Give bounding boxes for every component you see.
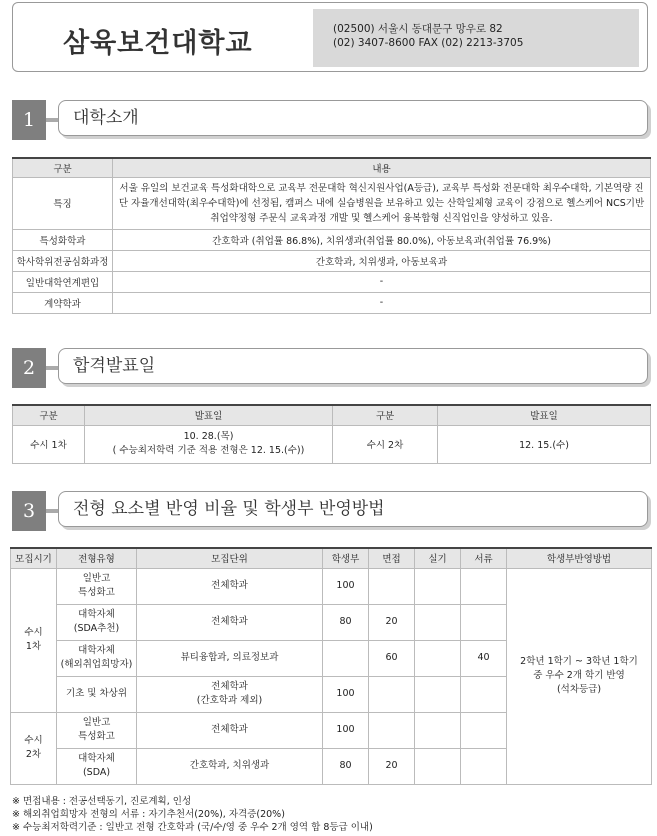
footnotes: [12, 795, 373, 834]
period-label: 수시: [24, 735, 43, 746]
ratio-school: 100: [323, 676, 369, 712]
table-row: [13, 271, 651, 292]
type-line: 대학자체: [78, 753, 115, 764]
ratio-header-method: 학생부반영방법: [507, 548, 652, 568]
table-row: [11, 568, 652, 604]
table-row: [13, 229, 651, 250]
ratio-type: [57, 712, 137, 748]
section-1-heading: [12, 100, 652, 140]
ratio-type: [57, 640, 137, 676]
ratio-school: 80: [323, 748, 369, 784]
ratio-docs: [461, 568, 507, 604]
ratio-header-interview: 면접: [369, 548, 415, 568]
ratio-interview: 20: [369, 748, 415, 784]
ratio-docs: [461, 712, 507, 748]
ratio-unit: 전체학과: [137, 604, 323, 640]
table-row: [13, 425, 651, 463]
type-line: 대학자체: [78, 609, 115, 620]
school-address: (02500) 서울시 동대문구 망우로 82: [333, 23, 503, 35]
type-line: 대학자체: [78, 645, 115, 656]
ratio-header-period: 모집시기: [11, 548, 57, 568]
ratio-type: 기초 및 차상위: [57, 676, 137, 712]
ratio-interview: [369, 676, 415, 712]
intro-header-category: 구분: [13, 158, 113, 177]
type-line: (SDA추천): [73, 623, 120, 634]
announce-header-date: 발표일: [438, 405, 651, 425]
method-line: 2학년 1학기 ~ 3학년 1학기: [520, 656, 638, 667]
announce-date-2: 12. 15.(수): [438, 425, 651, 463]
ratio-practical: [415, 748, 461, 784]
intro-row-content: 간호학과, 치위생과, 아동보육과: [113, 250, 651, 271]
intro-row-label: 특징: [13, 177, 113, 229]
ratio-unit: 전체학과: [137, 568, 323, 604]
ratio-table: [10, 547, 652, 785]
intro-row-label: 특성화학과: [13, 229, 113, 250]
ratio-type: [57, 568, 137, 604]
section-number: 1: [12, 100, 46, 140]
school-name: 삼육보건대학교: [63, 28, 253, 59]
ratio-docs: [461, 676, 507, 712]
type-line: (SDA): [82, 767, 111, 778]
ratio-unit: 뷰티융합과, 의료정보과: [137, 640, 323, 676]
type-line: 특성화고: [78, 731, 115, 742]
ratio-practical: [415, 712, 461, 748]
ratio-practical: [415, 640, 461, 676]
period-label: 2차: [25, 749, 42, 760]
ratio-type: [57, 748, 137, 784]
table-row: [13, 177, 651, 229]
ratio-method: [507, 568, 652, 784]
announce-date-1: [85, 425, 333, 463]
unit-line: (간호학과 제외): [196, 695, 263, 706]
ratio-school: [323, 640, 369, 676]
ratio-period-2: [11, 712, 57, 784]
school-contact: (02) 3407-8600 FAX (02) 2213-3705: [333, 37, 524, 49]
ratio-docs: 40: [461, 640, 507, 676]
section-number: 3: [12, 491, 46, 531]
ratio-interview: 20: [369, 604, 415, 640]
type-line: 일반고: [82, 573, 111, 584]
footnote: ※ 면접내용 : 전공선택동기, 진로계획, 인성: [12, 796, 192, 807]
section-number: 2: [12, 348, 46, 388]
unit-line: 전체학과: [211, 681, 248, 692]
ratio-interview: 60: [369, 640, 415, 676]
period-label: 1차: [25, 641, 42, 652]
method-line: (석차등급): [556, 684, 602, 695]
announce-type-1: 수시 1차: [13, 425, 85, 463]
section-title: 전형 요소별 반영 비율 및 학생부 반영방법: [58, 491, 648, 527]
method-line: 중 우수 2개 학기 반영: [533, 670, 625, 681]
intro-header-content: 내용: [113, 158, 651, 177]
intro-row-content: 간호학과 (취업률 86.8%), 치위생과(취업률 80.0%), 아동보육과(취업률 76.9%): [113, 229, 651, 250]
ratio-header-practical: 실기: [415, 548, 461, 568]
ratio-header-school-record: 학생부: [323, 548, 369, 568]
ratio-period-1: [11, 568, 57, 712]
ratio-practical: [415, 568, 461, 604]
ratio-type: [57, 604, 137, 640]
announce-header-type: 구분: [333, 405, 438, 425]
intro-table: [12, 157, 651, 314]
announce-table: [12, 404, 651, 464]
ratio-docs: [461, 604, 507, 640]
ratio-header-unit: 모집단위: [137, 548, 323, 568]
announce-date-1-main: 10. 28.(목): [183, 431, 234, 442]
announce-header-date: 발표일: [85, 405, 333, 425]
school-address-box: [313, 9, 639, 67]
section-title: 합격발표일: [58, 348, 648, 384]
school-header: [12, 2, 648, 72]
period-label: 수시: [24, 627, 43, 638]
type-line: 일반고: [82, 717, 111, 728]
ratio-practical: [415, 604, 461, 640]
intro-row-content: 서울 유일의 보건교육 특성화대학으로 교육부 전문대학 혁신지원사업(A등급), 교육부 특성화 전문대학 최우수대학, 기본역량 진단 자율개선대학(최우수대학)에 선정됨, 캠퍼스 내에 실습병원을 보유하고 있는 산학일체형 교육이 강점으로 헬스케어 NCS기반 취업약정형 주문식 교육과정 개발 및 헬스케어 융복합형 신직업인을 양성하고 있음.: [113, 177, 651, 229]
ratio-practical: [415, 676, 461, 712]
ratio-docs: [461, 748, 507, 784]
ratio-school: 100: [323, 712, 369, 748]
intro-row-label: 학사학위전공심화과정: [13, 250, 113, 271]
ratio-unit: 전체학과: [137, 712, 323, 748]
intro-row-label: 일반대학연계편입: [13, 271, 113, 292]
intro-row-label: 계약학과: [13, 292, 113, 313]
ratio-interview: [369, 712, 415, 748]
ratio-header-type: 전형유형: [57, 548, 137, 568]
ratio-header-documents: 서류: [461, 548, 507, 568]
announce-date-1-note: ( 수능최저학력 기준 적용 전형은 12. 15.(수)): [112, 445, 305, 456]
section-3-heading: [12, 491, 652, 531]
intro-row-content: -: [113, 292, 651, 313]
table-row: [13, 250, 651, 271]
table-row: [13, 292, 651, 313]
announce-header-type: 구분: [13, 405, 85, 425]
section-2-heading: [12, 348, 652, 388]
ratio-interview: [369, 568, 415, 604]
type-line: (해외취업희망자): [60, 659, 133, 670]
type-line: 특성화고: [78, 587, 115, 598]
ratio-unit: 간호학과, 치위생과: [137, 748, 323, 784]
footnote: ※ 해외취업희망자 전형의 서류 : 자기추천서(20%), 자격증(20%): [12, 809, 285, 820]
section-title: 대학소개: [58, 100, 648, 136]
footnote: ※ 수능최저학력기준 : 일반고 전형 간호학과 (국/수/영 중 우수 2개 영역 합 8등급 이내): [12, 822, 373, 833]
intro-row-content: -: [113, 271, 651, 292]
ratio-unit: [137, 676, 323, 712]
ratio-school: 100: [323, 568, 369, 604]
ratio-school: 80: [323, 604, 369, 640]
announce-type-2: 수시 2차: [333, 425, 438, 463]
